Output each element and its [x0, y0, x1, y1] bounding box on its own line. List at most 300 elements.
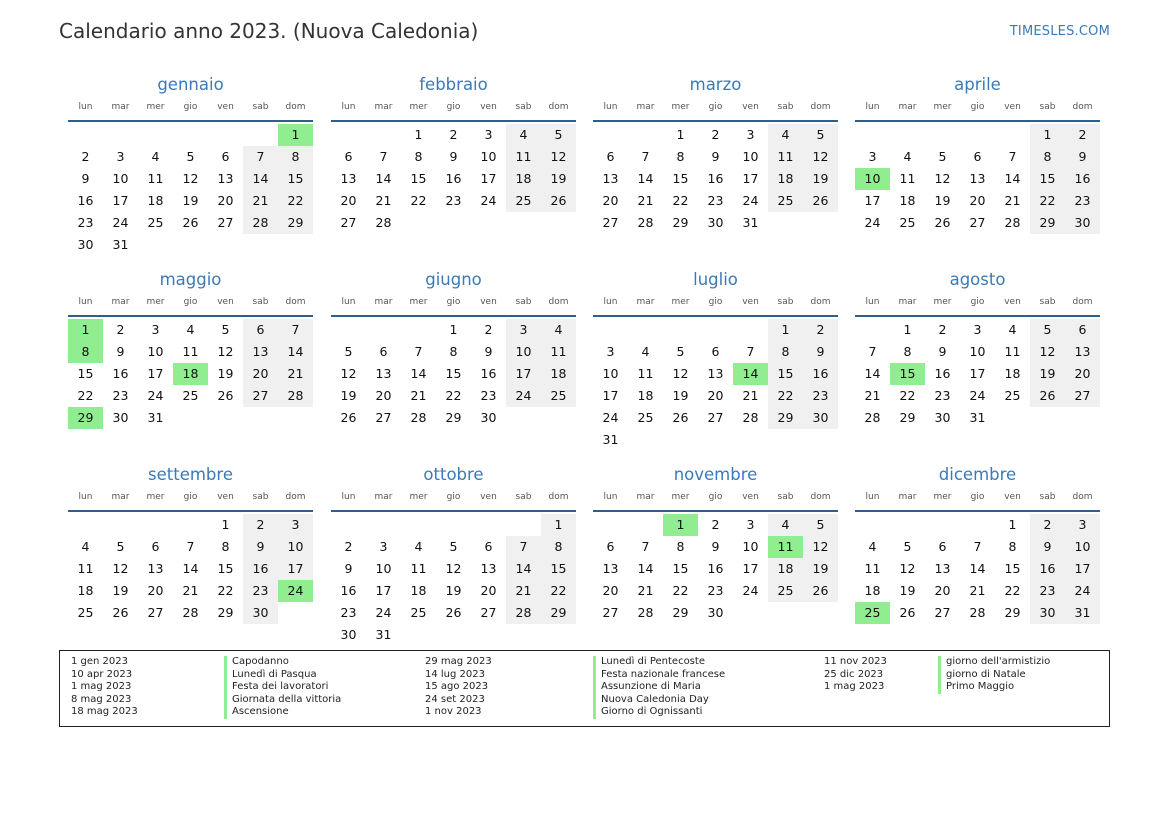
empty-day-cell [890, 124, 925, 146]
day-cell: 23 [707, 583, 724, 598]
week-row [855, 602, 1100, 624]
day-cell: 6 [243, 319, 278, 341]
day-cell: 31 [742, 215, 759, 230]
day-cell: 30 [707, 605, 724, 620]
day-cell: 13 [602, 561, 619, 576]
day-cell: 26 [899, 605, 916, 620]
weekday-header [855, 297, 1100, 311]
day-cell: 28 [506, 602, 541, 624]
day-cell: 16 [77, 193, 94, 208]
week-row [593, 146, 838, 168]
day-cell: 3 [973, 322, 982, 337]
day-cell: 14 [1004, 171, 1021, 186]
empty-day-cell [663, 429, 698, 451]
day-cell: 3 [379, 539, 388, 554]
day-cell: 30 [934, 410, 951, 425]
week-row [68, 319, 313, 341]
empty-day-cell [138, 514, 173, 536]
day-cell: 21 [278, 363, 313, 385]
week-row [68, 536, 313, 558]
day-cell: 24 [506, 385, 541, 407]
day-cell: 5 [449, 539, 458, 554]
weekday-label: mer [671, 102, 690, 112]
day-cell: 10 [112, 171, 129, 186]
day-cell: 11 [410, 561, 427, 576]
week-row [593, 385, 838, 407]
week-row [331, 514, 576, 536]
day-cell: 22 [768, 385, 803, 407]
day-cell: 29 [217, 605, 234, 620]
empty-day-cell [68, 124, 103, 146]
day-cell: 23 [112, 388, 129, 403]
empty-day-cell [1030, 407, 1065, 429]
weekday-label: mer [409, 297, 428, 307]
day-cell: 3 [606, 344, 615, 359]
day-cell: 5 [221, 322, 230, 337]
header-divider [331, 510, 576, 512]
day-cell: 6 [606, 539, 615, 554]
day-cell: 28 [864, 410, 881, 425]
day-cell: 7 [641, 149, 650, 164]
day-cell: 15 [541, 558, 576, 580]
weekday-label: sab [777, 492, 794, 502]
empty-day-cell [855, 124, 890, 146]
month-giugno [331, 269, 576, 429]
week-row [593, 429, 838, 451]
weekday-label: gio [708, 297, 723, 307]
day-cell: 19 [672, 388, 689, 403]
day-cell: 19 [112, 583, 129, 598]
day-cell: 14 [637, 561, 654, 576]
week-row [855, 407, 1100, 429]
weekday-label: ven [1004, 297, 1021, 307]
day-cell: 16 [445, 171, 462, 186]
holiday-day-cell: 25 [855, 602, 890, 624]
empty-day-cell [68, 514, 103, 536]
legend-date: 24 set 2023 [425, 693, 485, 705]
week-row [855, 536, 1100, 558]
day-cell: 27 [340, 215, 357, 230]
legend-holiday-name: Capodanno [224, 656, 341, 669]
day-cell: 7 [973, 539, 982, 554]
weekday-label: gio [970, 297, 985, 307]
weekday-label: sab [1039, 492, 1056, 502]
day-cell: 4 [768, 514, 803, 536]
day-cell: 10 [742, 539, 759, 554]
week-row [593, 580, 838, 602]
day-cell: 18 [410, 583, 427, 598]
day-cell: 9 [449, 149, 458, 164]
day-cell: 23 [707, 193, 724, 208]
week-row [68, 385, 313, 407]
week-row [855, 363, 1100, 385]
legend-holiday-name: Festa nazionale francese [593, 669, 725, 682]
day-cell: 16 [243, 558, 278, 580]
week-row [855, 385, 1100, 407]
week-row [593, 319, 838, 341]
weekday-header [593, 102, 838, 116]
legend-holiday-name: Festa dei lavoratori [224, 681, 341, 694]
month-name: marzo [689, 75, 742, 94]
page-title: Calendario anno 2023. (Nuova Caledonia) [59, 19, 479, 43]
day-cell: 22 [1030, 190, 1065, 212]
week-row [593, 363, 838, 385]
day-cell: 29 [672, 215, 689, 230]
day-cell: 26 [1030, 385, 1065, 407]
empty-day-cell [471, 624, 506, 646]
day-cell: 20 [602, 193, 619, 208]
empty-day-cell [995, 407, 1030, 429]
empty-day-cell [278, 234, 313, 256]
day-cell: 9 [344, 561, 353, 576]
day-cell: 14 [410, 366, 427, 381]
weekday-label: mar [374, 492, 393, 502]
day-cell: 29 [899, 410, 916, 425]
day-cell: 10 [742, 149, 759, 164]
day-cell: 17 [112, 193, 129, 208]
empty-day-cell [243, 234, 278, 256]
day-cell: 16 [707, 561, 724, 576]
day-cell: 11 [1004, 344, 1021, 359]
day-cell: 11 [147, 171, 164, 186]
month-name: novembre [673, 465, 758, 484]
empty-day-cell [103, 514, 138, 536]
empty-day-cell [471, 212, 506, 234]
day-cell: 2 [344, 539, 353, 554]
day-cell: 23 [77, 215, 94, 230]
day-cell: 5 [1030, 319, 1065, 341]
day-cell: 30 [1030, 602, 1065, 624]
day-cell: 30 [112, 410, 129, 425]
empty-day-cell [173, 407, 208, 429]
day-cell: 9 [711, 149, 720, 164]
day-cell: 12 [445, 561, 462, 576]
weekday-label: mer [409, 492, 428, 502]
legend-holiday-name: giorno dell'armistizio [938, 656, 1050, 669]
day-cell: 13 [340, 171, 357, 186]
day-cell: 4 [81, 539, 90, 554]
week-row [68, 580, 313, 602]
weekday-header [855, 102, 1100, 116]
legend-date: 10 apr 2023 [71, 668, 133, 680]
empty-day-cell [803, 602, 838, 624]
day-cell: 14 [969, 561, 986, 576]
day-cell: 7 [1008, 149, 1017, 164]
empty-day-cell [628, 429, 663, 451]
day-cell: 24 [602, 410, 619, 425]
week-row [855, 514, 1100, 536]
legend-name-column [224, 656, 341, 719]
day-cell: 9 [243, 536, 278, 558]
empty-day-cell [471, 514, 506, 536]
day-cell: 8 [1008, 539, 1017, 554]
header-divider [855, 510, 1100, 512]
week-row [855, 319, 1100, 341]
holiday-day-cell: 1 [68, 319, 103, 341]
day-cell: 23 [243, 580, 278, 602]
empty-day-cell [401, 624, 436, 646]
day-cell: 6 [379, 344, 388, 359]
day-cell: 10 [1065, 536, 1100, 558]
week-row [68, 124, 313, 146]
day-cell: 18 [899, 193, 916, 208]
day-cell: 19 [934, 193, 951, 208]
day-cell: 1 [449, 322, 458, 337]
legend-date: 1 gen 2023 [71, 656, 129, 667]
day-cell: 15 [445, 366, 462, 381]
week-row [331, 624, 576, 646]
week-row [593, 602, 838, 624]
day-cell: 12 [182, 171, 199, 186]
legend-holiday-name: Giorno di Ognissanti [593, 706, 725, 719]
empty-day-cell [768, 212, 803, 234]
weekday-label: lun [341, 102, 356, 112]
empty-day-cell [506, 624, 541, 646]
day-cell: 8 [414, 149, 423, 164]
day-cell: 15 [1004, 561, 1021, 576]
day-cell: 18 [77, 583, 94, 598]
empty-day-cell [173, 124, 208, 146]
day-cell: 14 [243, 168, 278, 190]
legend-name-column [593, 656, 725, 719]
day-cell: 3 [116, 149, 125, 164]
day-cell: 3 [484, 127, 493, 142]
week-row [331, 168, 576, 190]
empty-day-cell [925, 124, 960, 146]
month-agosto [855, 269, 1100, 429]
day-cell: 19 [182, 193, 199, 208]
day-cell: 15 [672, 171, 689, 186]
weekday-label: lun [865, 297, 880, 307]
day-cell: 12 [340, 366, 357, 381]
day-cell: 24 [742, 583, 759, 598]
day-cell: 9 [81, 171, 90, 186]
day-cell: 13 [1065, 341, 1100, 363]
day-cell: 16 [112, 366, 129, 381]
day-cell: 22 [672, 193, 689, 208]
weekday-label: sab [777, 102, 794, 112]
day-cell: 3 [151, 322, 160, 337]
week-row [68, 341, 313, 363]
month-ottobre [331, 464, 576, 646]
day-cell: 21 [969, 583, 986, 598]
day-cell: 5 [803, 514, 838, 536]
legend-date-column [71, 656, 138, 719]
day-cell: 12 [1030, 341, 1065, 363]
week-row [68, 514, 313, 536]
day-cell: 3 [746, 517, 755, 532]
empty-day-cell [208, 124, 243, 146]
holiday-day-cell: 10 [855, 168, 890, 190]
weekday-label: mar [111, 297, 130, 307]
weekday-label: mar [898, 297, 917, 307]
day-cell: 7 [868, 344, 877, 359]
week-row [855, 558, 1100, 580]
day-cell: 19 [445, 583, 462, 598]
week-row [593, 190, 838, 212]
weekday-label: sab [252, 297, 269, 307]
header-divider [593, 120, 838, 122]
week-row [331, 363, 576, 385]
week-row [68, 363, 313, 385]
day-cell: 4 [414, 539, 423, 554]
week-row [593, 536, 838, 558]
empty-day-cell [243, 407, 278, 429]
day-cell: 25 [147, 215, 164, 230]
day-cell: 3 [506, 319, 541, 341]
week-row [855, 146, 1100, 168]
day-cell: 30 [77, 237, 94, 252]
week-row [68, 234, 313, 256]
day-cell: 8 [1030, 146, 1065, 168]
day-cell: 2 [1030, 514, 1065, 536]
day-cell: 23 [445, 193, 462, 208]
week-row [68, 558, 313, 580]
empty-day-cell [366, 319, 401, 341]
weekday-label: mar [636, 102, 655, 112]
header-divider [331, 315, 576, 317]
day-cell: 30 [480, 410, 497, 425]
day-cell: 23 [340, 605, 357, 620]
header-divider [855, 120, 1100, 122]
day-cell: 9 [1065, 146, 1100, 168]
day-cell: 17 [602, 388, 619, 403]
weekday-label: dom [810, 297, 831, 307]
day-cell: 25 [768, 580, 803, 602]
week-row [68, 168, 313, 190]
day-cell: 1 [414, 127, 423, 142]
day-cell: 25 [506, 190, 541, 212]
day-cell: 17 [742, 561, 759, 576]
weekday-header [68, 297, 313, 311]
weekday-label: mar [111, 102, 130, 112]
weekday-label: gio [970, 492, 985, 502]
day-cell: 17 [480, 171, 497, 186]
day-cell: 30 [803, 407, 838, 429]
day-cell: 17 [742, 171, 759, 186]
day-cell: 11 [768, 146, 803, 168]
day-cell: 3 [868, 149, 877, 164]
empty-day-cell [995, 124, 1030, 146]
weekday-label: dom [810, 492, 831, 502]
holiday-day-cell: 8 [68, 341, 103, 363]
empty-day-cell [208, 407, 243, 429]
day-cell: 8 [903, 344, 912, 359]
weekday-label: mar [374, 102, 393, 112]
weekday-label: ven [217, 102, 234, 112]
day-cell: 12 [803, 146, 838, 168]
day-cell: 25 [1004, 388, 1021, 403]
holiday-day-cell: 18 [173, 363, 208, 385]
week-row [331, 319, 576, 341]
day-cell: 4 [868, 539, 877, 554]
weekday-label: gio [446, 102, 461, 112]
day-cell: 17 [864, 193, 881, 208]
weekday-label: gio [183, 102, 198, 112]
day-cell: 26 [934, 215, 951, 230]
day-cell: 10 [506, 341, 541, 363]
day-cell: 2 [938, 322, 947, 337]
weekday-header [593, 297, 838, 311]
day-cell: 8 [676, 539, 685, 554]
week-row [68, 146, 313, 168]
weekday-label: mer [671, 297, 690, 307]
month-name: febbraio [419, 75, 488, 94]
day-cell: 22 [1004, 583, 1021, 598]
day-cell: 28 [410, 410, 427, 425]
day-cell: 19 [1030, 363, 1065, 385]
legend-holiday-name: Primo Maggio [938, 681, 1050, 694]
holiday-day-cell: 1 [663, 514, 698, 536]
brand-link[interactable]: TIMESLES.COM [1009, 24, 1110, 39]
day-cell: 18 [506, 168, 541, 190]
weekday-label: lun [78, 297, 93, 307]
day-cell: 28 [278, 385, 313, 407]
empty-day-cell [401, 319, 436, 341]
weekday-label: dom [1072, 297, 1093, 307]
day-cell: 13 [243, 341, 278, 363]
day-cell: 3 [278, 514, 313, 536]
week-row [593, 558, 838, 580]
day-cell: 14 [506, 558, 541, 580]
week-row [68, 212, 313, 234]
weekday-label: mer [146, 102, 165, 112]
week-row [593, 407, 838, 429]
weekday-label: mer [933, 492, 952, 502]
month-name: ottobre [423, 465, 484, 484]
day-cell: 16 [1030, 558, 1065, 580]
empty-day-cell [890, 514, 925, 536]
weekday-label: lun [865, 492, 880, 502]
weekday-header [855, 492, 1100, 506]
day-cell: 23 [1030, 580, 1065, 602]
weekday-label: mar [898, 492, 917, 502]
weekday-label: ven [217, 297, 234, 307]
holiday-legend [59, 650, 1110, 727]
day-cell: 22 [672, 583, 689, 598]
day-cell: 29 [1030, 212, 1065, 234]
weekday-label: lun [603, 492, 618, 502]
day-cell: 9 [803, 341, 838, 363]
day-cell: 16 [707, 171, 724, 186]
day-cell: 26 [672, 410, 689, 425]
day-cell: 6 [151, 539, 160, 554]
day-cell: 18 [147, 193, 164, 208]
week-row [331, 190, 576, 212]
header-divider [331, 120, 576, 122]
day-cell: 5 [186, 149, 195, 164]
day-cell: 26 [112, 605, 129, 620]
day-cell: 22 [445, 388, 462, 403]
day-cell: 30 [707, 215, 724, 230]
month-dicembre [855, 464, 1100, 624]
week-row [593, 212, 838, 234]
day-cell: 28 [182, 605, 199, 620]
day-cell: 20 [707, 388, 724, 403]
empty-day-cell [331, 514, 366, 536]
day-cell: 5 [938, 149, 947, 164]
day-cell: 29 [768, 407, 803, 429]
day-cell: 17 [147, 366, 164, 381]
weekday-label: sab [515, 297, 532, 307]
legend-date: 11 nov 2023 [824, 656, 887, 667]
day-cell: 1 [1008, 517, 1017, 532]
weekday-label: mar [898, 102, 917, 112]
day-cell: 28 [375, 215, 392, 230]
week-row [331, 341, 576, 363]
day-cell: 2 [803, 319, 838, 341]
empty-day-cell [506, 514, 541, 536]
